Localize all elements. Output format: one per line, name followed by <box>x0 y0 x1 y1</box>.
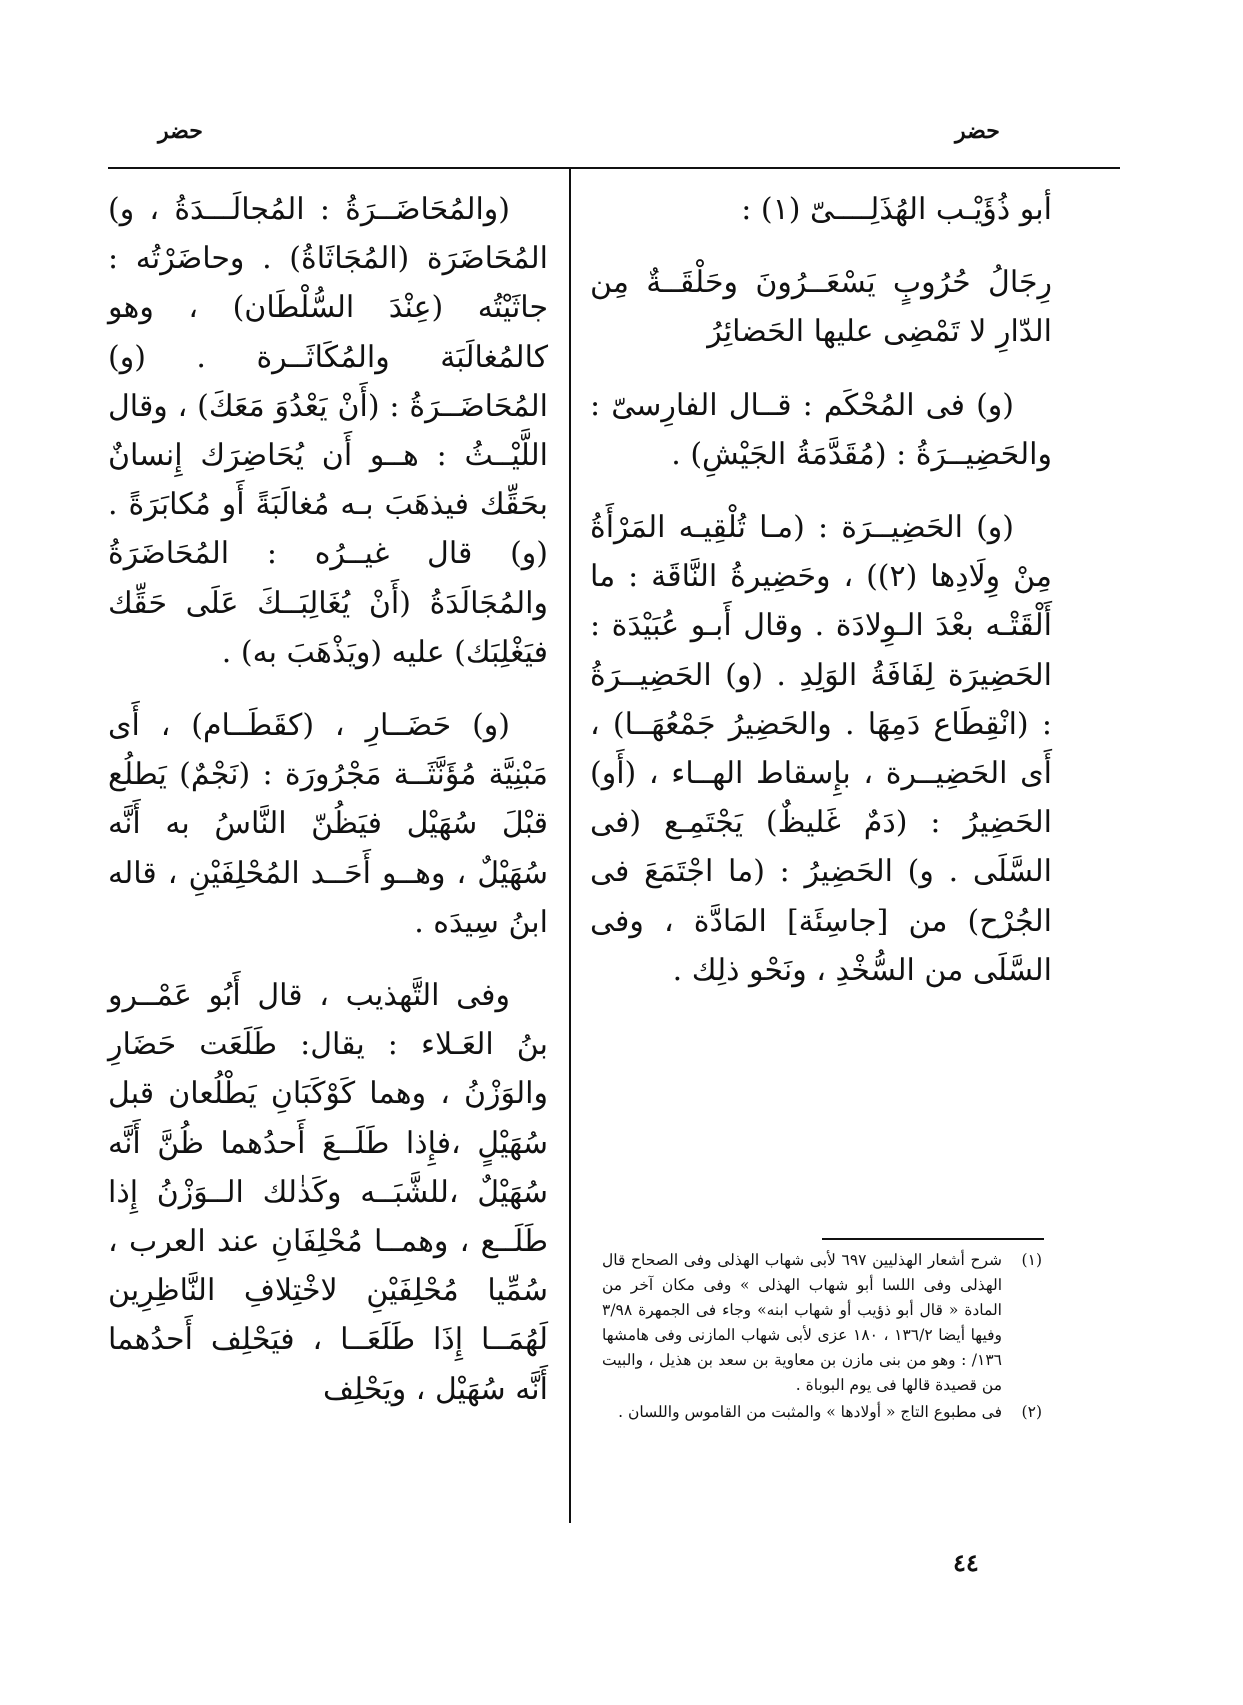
footnote-number: (٢) <box>1021 1403 1042 1421</box>
paragraph: (والمُحَاضَــرَةُ : المُجالَـــدَةُ ، و) المُحَاضَرَة (المُجَاثَاةُ) . وحاضَرْتُه : جاثَيْتُه (عِنْدَ السُّلْطَان) ، وهو كالمُغالَبَة والمُكَاثَــرة . (و) المُحَاضَــرَةُ : (أَنْ يَعْدُوَ مَعَكَ) ، وقال اللَّيْــثُ : هــو أَن يُحَاضِرَك إِنسانٌ بحَقِّك فيذهَبَ بـه مُغالَبَةً أَو مُكابَرَةً . (و) قال غيــرُه : المُحَاضَرَةُ والمُجَالَدَةُ (أَنْ يُغَالِبَــكَ عَلَى حَقِّك فيَغْلِبَك) عليه (ويَذْهَبَ به) . <box>108 192 548 670</box>
footnote <box>602 1400 1042 1425</box>
verse-line: رِجَالُ حُرُوبٍ يَسْعَــرُونَ وحَلْقَــةٌ مِن الدّارِ لا تَمْضِى عليها الحَضائِرُ <box>590 265 1052 350</box>
header-keyword-left: حضر <box>158 118 203 144</box>
footnote <box>602 1248 1042 1398</box>
column-divider <box>569 168 571 1523</box>
paragraph: (و) فى المُحْكَم : قــال الفارِسىّ : والحَضِيــرَةُ : (مُقَدَّمَةُ الجَيْشِ) . <box>590 387 1052 472</box>
footnote-rule <box>822 1238 1044 1240</box>
paragraph: وفى التَّهذيب ، قال أَبُو عَمْــرو بنُ العَـلاء : يقال: طَلَعَت حَضَارِ والوَزْنُ ، وهما كَوْكَبَانِ يَطْلُعان قبل سُهَيْلٍ ،فإِذا طَلَــعَ أَحدُهما ظُنَّ أَنَّه سُهَيْلٌ ،للشَّبَــه وكَذٰلك الــوَزْنُ إِذا طَلَــع ، وهمــا مُحْلِفَانِ عند العرب ، سُمِّيا مُحْلِفَيْنِ لاخْتِلافِ النَّاظِرِين لَهُمَــا إِذَا طَلَعَــا ، فيَحْلِف أَحدُهما أَنَّه سُهَيْل ، ويَحْلِف <box>108 978 548 1407</box>
paragraph: (و) حَضَــارِ ، (كقَطَــام) ، أَى مَبْنِيَّة مُؤَنَّثَــة مَجْرُورَة : (نَجْمٌ) يَطلُع قبْلَ سُهَيْل فيَظُنّ النَّاسُ به أَنَّه سُهَيْلٌ ، وهــو أَحَــد المُحْلِفَيْنِ ، قاله ابنُ سِيدَه . <box>108 708 548 940</box>
left-column <box>108 185 548 1438</box>
paragraph: (و) الحَضِيــرَة : (مـا تُلْقِيـه المَرْأَةُ مِنْ وِلَادِها (٢)) ، وحَضِيرةُ النَّاقَة : ما أَلْقَتْـه بعْدَ الـوِلادَة . وقال أَبـو عُبَيْدَة : الحَضِيرَة لِفَافَةُ الوَلِدِ . (و) الحَضِيــرَةُ : (انْقِطَاع دَمِهَا . والحَضِيرُ جَمْعُهَــا) ، أَى الحَضِيــرة ، بإِسقاط الهــاء ، (أَو) الحَضِيرُ : (دَمٌ غَليظٌ) يَجْتَمِـع (فى السَّلَى . و) الحَضِيرُ : (ما اجْتَمَعَ فى الجُرْح) من [جاسِئَة] المَادَّة ، وفى السَّلَى من السُّخْدِ ، ونَحْو ذلِك . <box>590 510 1052 988</box>
page-number: ٤٤ <box>953 1548 979 1577</box>
footnote-number: (١) <box>1021 1251 1042 1269</box>
header-keyword-right: حضر <box>955 118 1000 144</box>
footnotes <box>602 1248 1042 1427</box>
poet-attribution: أبو ذُؤَيْـب الهُذَلِــــىّ (١) : <box>741 192 1052 227</box>
footnote-text: فى مطبوع التاج « أولادها » والمثبت من القاموس واللسان . <box>618 1403 1002 1421</box>
right-column <box>590 185 1052 1019</box>
footnote-text: شرح أشعار الهذليين ٦٩٧ لأبى شهاب الهذلى وفى الصحاح قال الهذلى وفى اللسا أبو شهاب الهذلى » وفى مكان آخر من المادة « قال أبو ذؤيب أو شهاب ابنه» وجاء فى الجمهرة ٣/٩٨ وفيها أيضا ١٣٦/٢ ، ١٨٠ عزى لأبى شهاب المازنى وفى هامشها ١٣٦/ : وهو من بنى مازن بن معاوية بن سعد بن هذيل ، والبيت من قصيدة قالها فى يوم البوباة . <box>602 1251 1003 1394</box>
header-rule <box>108 167 1120 169</box>
